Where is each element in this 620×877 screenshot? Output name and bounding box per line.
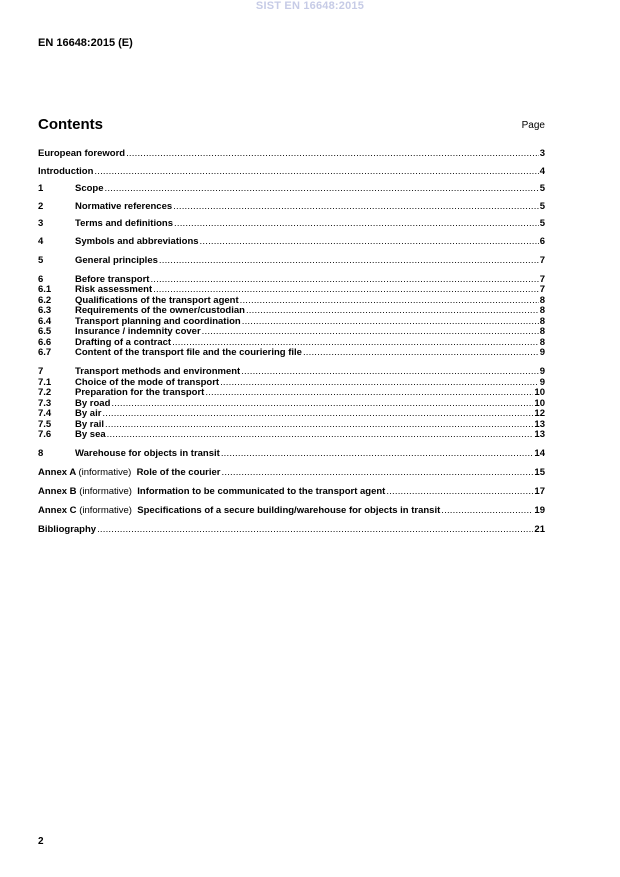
toc-entry-title: European foreword [38, 148, 126, 159]
dot-leader [174, 218, 539, 229]
toc-entry-page: 8 [539, 336, 545, 348]
dot-leader [153, 284, 539, 295]
toc-entry-title: By sea [75, 429, 106, 440]
toc-entry-scope[interactable] [38, 183, 545, 194]
dot-leader [105, 419, 533, 430]
toc-entry-number: 6.6 [38, 336, 52, 348]
toc-entry-page: 7 [539, 284, 545, 295]
toc-entry-normative-references[interactable] [38, 201, 545, 212]
dot-leader [111, 398, 533, 409]
page-column-label: Page [521, 120, 545, 131]
dot-leader [240, 295, 539, 306]
toc-entry-page: 5 [539, 218, 545, 229]
toc-entry-number: 6.7 [38, 347, 52, 358]
toc-entry-warehouse[interactable] [38, 448, 545, 459]
toc-entry-title: Transport methods and environment [75, 366, 241, 377]
dot-leader [242, 316, 539, 327]
toc-entry-title: Terms and definitions [75, 218, 174, 229]
toc-entry-title: Warehouse for objects in transit [75, 448, 220, 459]
toc-entry-qualifications[interactable] [38, 295, 545, 306]
informative-label: (informative) [79, 486, 132, 497]
page-title: Contents [38, 116, 103, 133]
toc-entry-number: 7.1 [38, 376, 52, 388]
dot-leader [220, 377, 539, 388]
toc-entry-number: 8 [38, 448, 44, 459]
toc-entry-page: 7 [539, 254, 545, 266]
toc-entry-introduction[interactable] [38, 166, 545, 177]
toc-entry-number: 7.5 [38, 418, 52, 430]
toc-entry-number: 6.1 [38, 284, 52, 295]
dot-leader [159, 255, 539, 266]
toc-entry-european-foreword[interactable] [38, 148, 545, 159]
annex-label: Annex C [38, 505, 77, 516]
toc-entry-page: 9 [539, 366, 545, 377]
toc-entry-transport-methods[interactable] [38, 366, 545, 377]
toc-entry-drafting-contract[interactable] [38, 337, 545, 348]
dot-leader [205, 387, 533, 398]
dot-leader [200, 236, 539, 247]
toc-entry-bibliography[interactable] [38, 524, 545, 535]
toc-entry-page: 10 [534, 397, 545, 409]
toc-entry-by-air[interactable] [38, 408, 545, 419]
dot-leader [97, 524, 533, 535]
toc-entry-by-road[interactable] [38, 398, 545, 409]
toc-entry-number: 7.2 [38, 387, 52, 398]
toc-entry-number: 4 [38, 235, 44, 247]
toc-entry-annex-b[interactable] [38, 486, 545, 497]
dot-leader [246, 305, 539, 316]
toc-entry-preparation[interactable] [38, 387, 545, 398]
toc-entry-title: Insurance / indemnity cover [75, 326, 201, 337]
toc-entry-page: 6 [539, 235, 545, 247]
toc-entry-title: By rail [75, 418, 105, 430]
toc-entry-title [38, 486, 385, 497]
toc-entry-page: 7 [539, 273, 545, 285]
document-id: EN 16648:2015 (E) [38, 37, 133, 49]
toc-entry-title: By road [75, 397, 111, 409]
toc-entry-page: 8 [539, 294, 545, 306]
toc-entry-page: 10 [534, 387, 545, 398]
toc-entry-title: Scope [75, 183, 104, 194]
toc-entry-title: Qualifications of the transport agent [75, 294, 239, 306]
toc-entry-title: Preparation for the transport [75, 387, 205, 398]
toc-entry-title: Drafting of a contract [75, 336, 172, 348]
toc-entry-number: 5 [38, 254, 44, 266]
toc-entry-page: 14 [534, 448, 545, 459]
toc-entry-general-principles[interactable] [38, 255, 545, 266]
dot-leader [386, 486, 533, 497]
toc-entry-title: Normative references [75, 200, 173, 212]
toc-entry-annex-a[interactable] [38, 467, 545, 478]
annex-title: Specifications of a secure building/warehouse for objects in transit [137, 505, 441, 516]
toc-entry-risk-assessment[interactable] [38, 284, 545, 295]
footer-page-number: 2 [38, 836, 44, 847]
dot-leader [126, 148, 539, 159]
toc-entry-title: Risk assessment [75, 284, 153, 295]
toc-entry-title: Choice of the mode of transport [75, 376, 220, 388]
toc-entry-symbols-and-abbreviations[interactable] [38, 236, 545, 247]
toc-entry-choice-of-mode[interactable] [38, 377, 545, 388]
toc-entry-title: Symbols and abbreviations [75, 235, 199, 247]
toc-entry-title: Before transport [75, 273, 150, 285]
informative-label: (informative) [79, 505, 132, 516]
toc-entry-title: Requirements of the owner/custodian [75, 305, 245, 316]
toc-entry-page: 19 [534, 505, 545, 516]
toc-entry-number: 1 [38, 183, 44, 194]
annex-title: Information to be communicated to the transport agent [137, 486, 386, 497]
toc-entry-title [38, 467, 221, 478]
watermark: SIST EN 16648:2015 [255, 0, 365, 12]
toc-entry-page: 9 [539, 347, 545, 358]
toc-entry-content-transport-file[interactable] [38, 347, 545, 358]
toc-entry-page: 13 [534, 418, 545, 430]
toc-entry-page: 13 [534, 429, 545, 440]
toc-entry-number: 2 [38, 200, 44, 212]
dot-leader [241, 366, 538, 377]
toc-entry-page: 9 [539, 376, 545, 388]
toc-entry-number: 7 [38, 366, 44, 377]
dot-leader [94, 166, 538, 177]
toc-entry-page: 21 [534, 524, 545, 535]
toc-entry-page: 8 [539, 326, 545, 337]
toc-entry-number: 6.4 [38, 315, 52, 327]
toc-entry-page: 4 [539, 165, 545, 177]
dot-leader [441, 505, 533, 516]
toc-entry-page: 15 [534, 467, 545, 478]
dot-leader [202, 326, 539, 337]
dot-leader [105, 183, 539, 194]
toc-entry-page: 3 [539, 148, 545, 159]
toc-entry-number: 3 [38, 218, 44, 229]
dot-leader [107, 429, 534, 440]
annex-label: Annex A [38, 467, 76, 478]
toc-entry-transport-planning[interactable] [38, 316, 545, 327]
toc-entry-number: 6 [38, 273, 44, 285]
dot-leader [221, 448, 534, 459]
toc-entry-requirements-owner[interactable] [38, 305, 545, 316]
dot-leader [173, 201, 539, 212]
toc-entry-page: 17 [534, 486, 545, 497]
toc-entry-title: General principles [75, 254, 158, 266]
toc-entry-number: 7.4 [38, 408, 52, 419]
toc-entry-title: Bibliography [38, 524, 97, 535]
toc-entry-page: 8 [539, 315, 545, 327]
toc-entry-number: 6.5 [38, 326, 52, 337]
toc-entry-page: 8 [539, 305, 545, 316]
table-of-contents [38, 148, 545, 535]
toc-entry-title: Content of the transport file and the couriering file [75, 347, 302, 358]
dot-leader [303, 347, 539, 358]
dot-leader [150, 274, 538, 285]
toc-entry-number: 6.3 [38, 305, 52, 316]
dot-leader [222, 467, 534, 478]
toc-entry-title: Introduction [38, 165, 94, 177]
toc-entry-number: 6.2 [38, 294, 52, 306]
toc-entry-page: 5 [539, 183, 545, 194]
toc-entry-title: By air [75, 408, 102, 419]
annex-title: Role of the courier [136, 467, 221, 478]
toc-entry-annex-c[interactable] [38, 505, 545, 516]
toc-entry-by-sea[interactable] [38, 429, 545, 440]
annex-label: Annex B [38, 486, 77, 497]
toc-entry-by-rail[interactable] [38, 419, 545, 430]
dot-leader [172, 337, 539, 348]
toc-entry-page: 5 [539, 200, 545, 212]
toc-entry-number: 7.6 [38, 429, 52, 440]
toc-entry-number: 7.3 [38, 397, 52, 409]
toc-entry-page: 12 [534, 408, 545, 419]
toc-entry-title: Transport planning and coordination [75, 315, 241, 327]
toc-entry-insurance[interactable] [38, 326, 545, 337]
dot-leader [102, 408, 533, 419]
toc-entry-terms-and-definitions[interactable] [38, 218, 545, 229]
informative-label: (informative) [78, 467, 132, 478]
toc-entry-title [38, 505, 440, 516]
toc-entry-before-transport[interactable] [38, 274, 545, 285]
